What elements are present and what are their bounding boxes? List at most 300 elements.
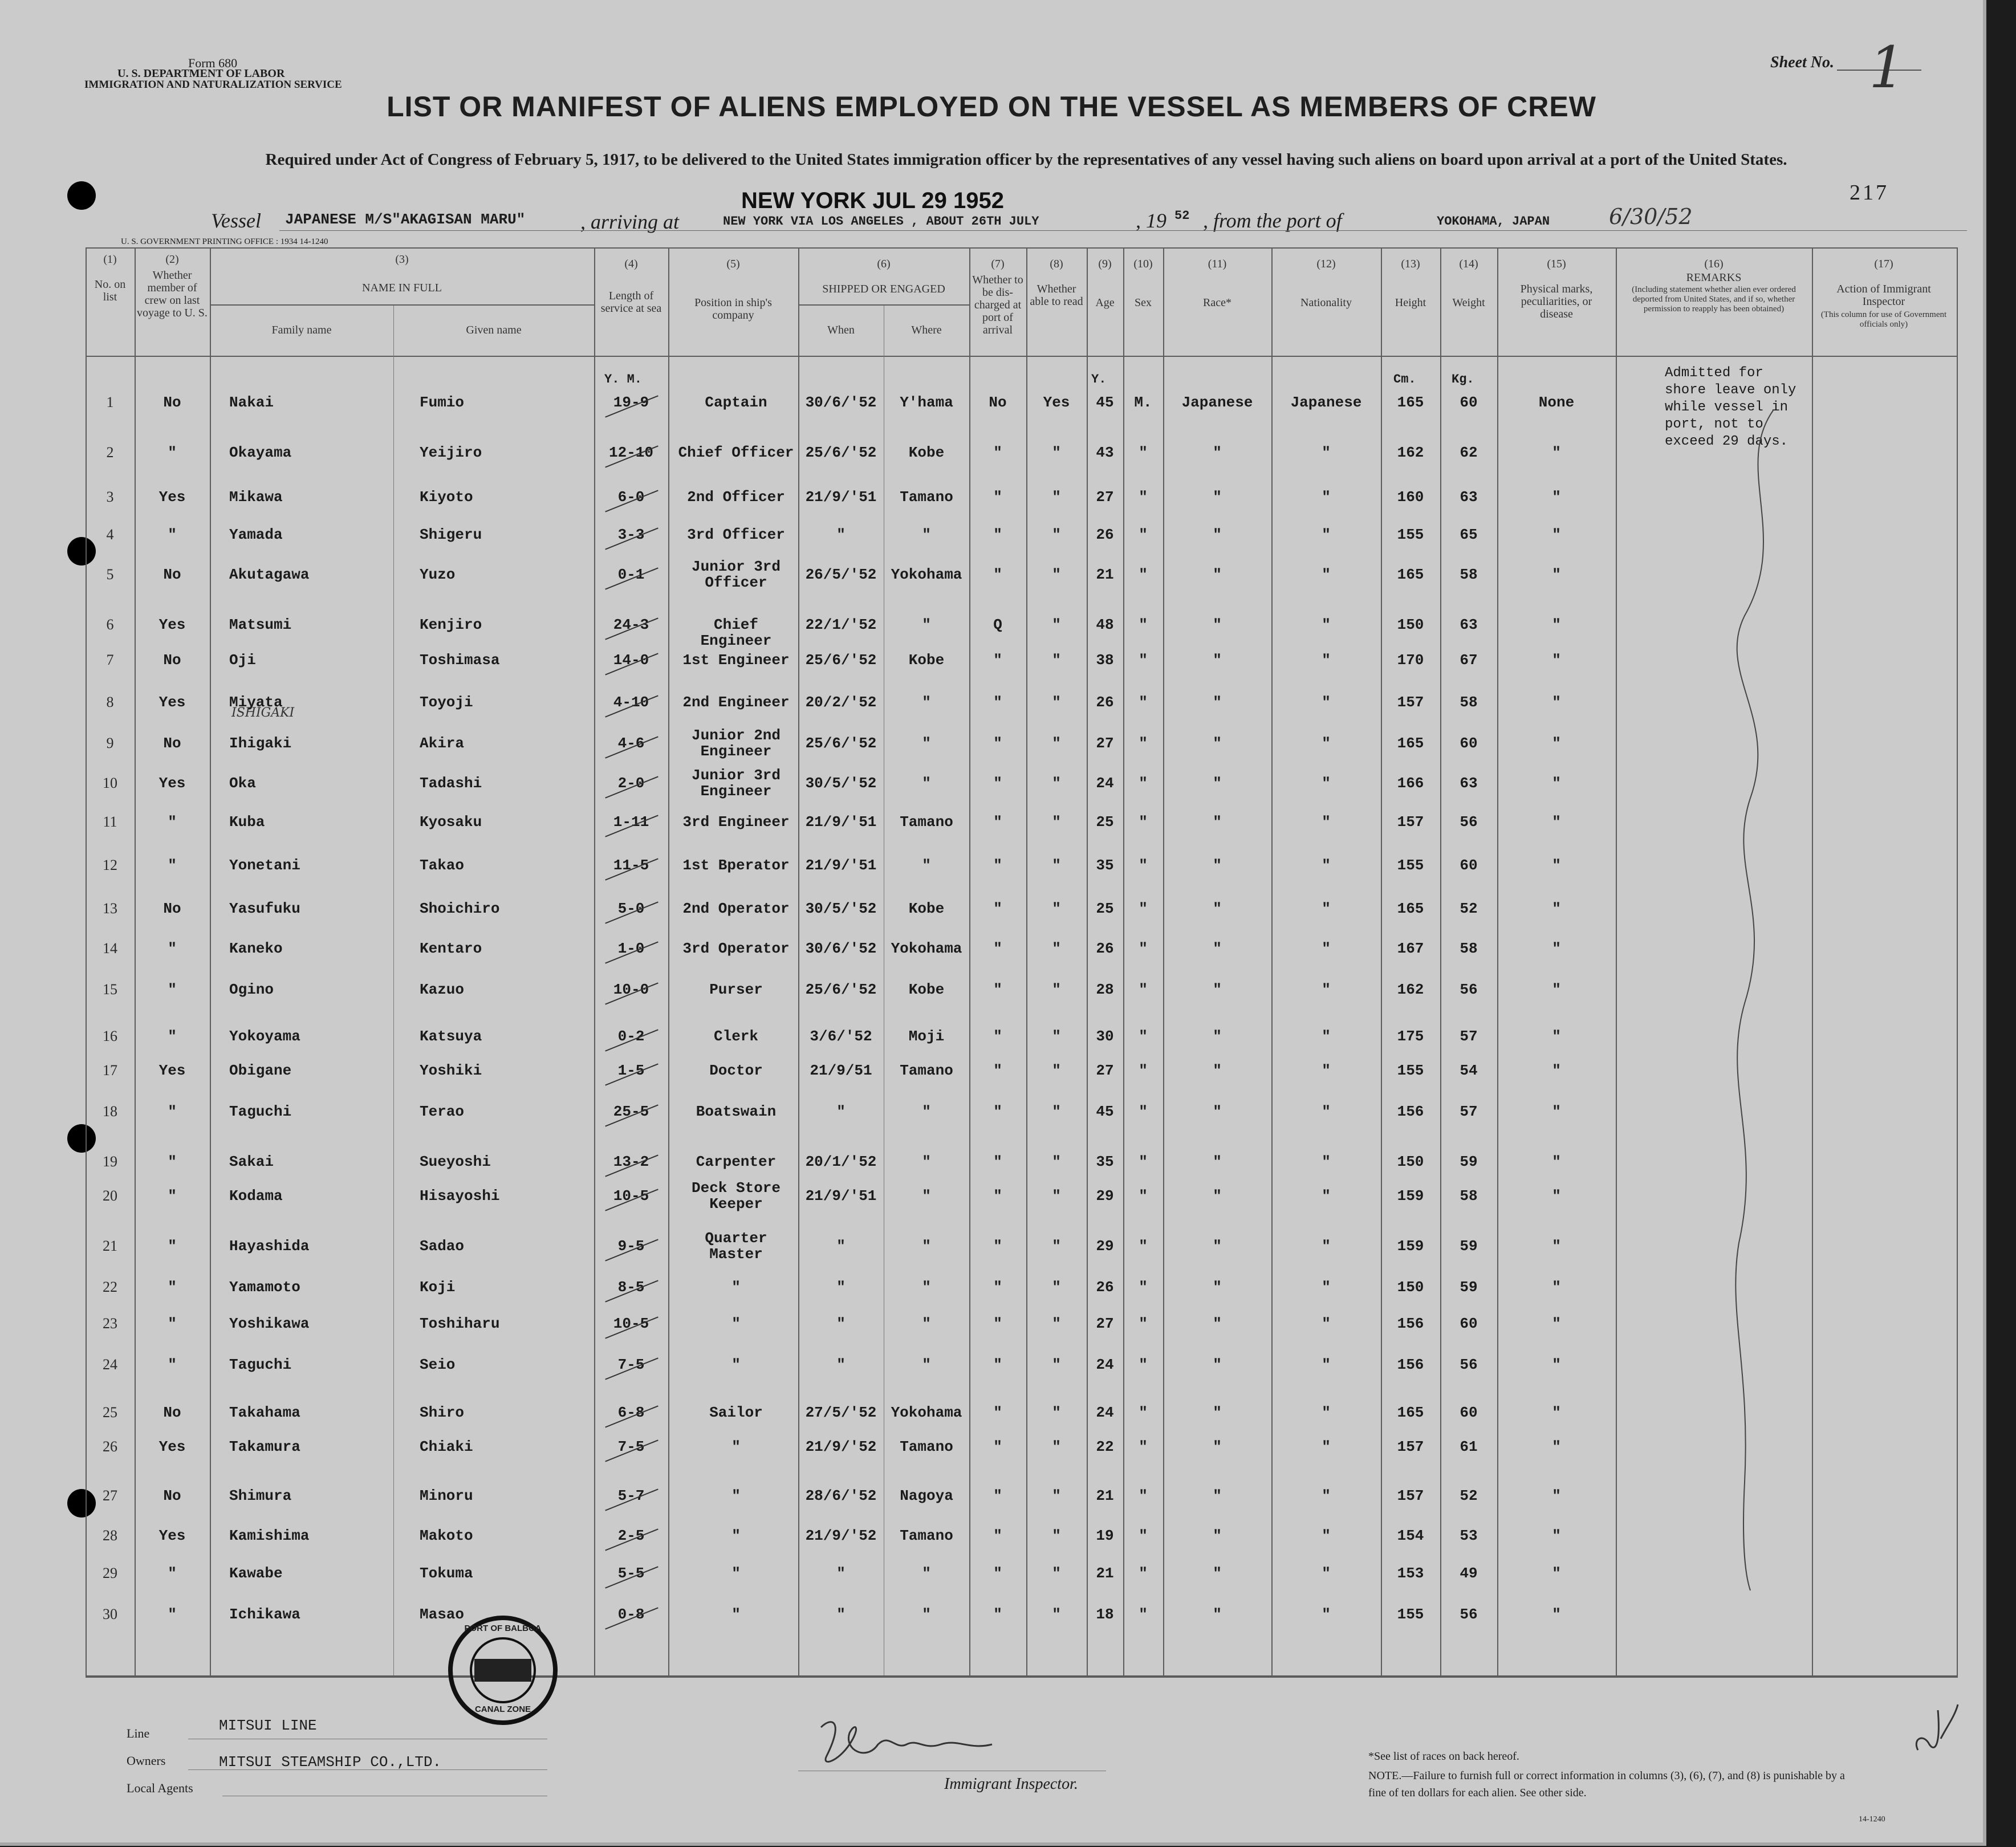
able-read-cell: "	[1052, 526, 1061, 543]
family-name-cell: Kaneko	[229, 940, 283, 957]
crew-prev-cell: No	[163, 394, 181, 411]
weight-cell: 57	[1460, 1028, 1478, 1045]
sex-cell: "	[1139, 1487, 1148, 1504]
weight-cell: 58	[1460, 1187, 1478, 1205]
nationality-cell: "	[1322, 900, 1331, 917]
row-number: 7	[106, 652, 114, 668]
crew-prev-cell: "	[168, 1279, 177, 1296]
row-number: 6	[106, 616, 114, 633]
crew-prev-cell: No	[163, 1404, 181, 1421]
weight-cell: 60	[1460, 394, 1478, 411]
row-number: 16	[103, 1028, 117, 1044]
position-cell: Carpenter	[696, 1153, 777, 1170]
row-number: 8	[106, 694, 114, 710]
col-line	[1812, 247, 1813, 1675]
crew-prev-cell: "	[168, 981, 177, 998]
header-no-on-list: No. on list	[94, 278, 126, 303]
header-age: Age	[1095, 296, 1115, 309]
able-read-cell: "	[1052, 857, 1061, 874]
service-length-cell: 3-3	[617, 526, 645, 543]
shipped-where-cell: Nagoya	[900, 1487, 953, 1504]
crew-prev-cell: "	[168, 1028, 177, 1045]
physical-marks-cell: "	[1552, 735, 1561, 752]
able-read-cell: "	[1052, 1187, 1061, 1205]
discharged-cell: "	[993, 1187, 1002, 1205]
sex-cell: "	[1139, 694, 1148, 711]
service-length-cell: 5-7	[617, 1487, 645, 1504]
nationality-cell: "	[1322, 1103, 1331, 1120]
age-cell: 29	[1096, 1187, 1114, 1205]
service-length-cell: 4-6	[617, 735, 645, 752]
col-num: (16)	[1704, 258, 1724, 270]
height-cell: 155	[1397, 1606, 1424, 1623]
row-number: 11	[103, 813, 117, 830]
age-cell: 45	[1096, 1103, 1114, 1120]
physical-marks-cell: "	[1552, 1606, 1561, 1623]
vessel-underline	[279, 230, 1967, 231]
crew-prev-cell: "	[168, 1356, 177, 1373]
family-name-cell: Kawabe	[229, 1565, 283, 1582]
height-cell: 156	[1397, 1103, 1424, 1120]
col-line	[1026, 247, 1027, 1675]
shipped-when-cell: 30/5/'52	[805, 900, 877, 917]
col-num: (13)	[1401, 258, 1420, 270]
family-name-cell: Akutagawa	[229, 566, 310, 583]
physical-marks-cell: "	[1552, 857, 1561, 874]
age-cell: 27	[1096, 1315, 1114, 1332]
position-cell: Junior 3rd Engineer	[691, 767, 781, 800]
header-able-read: Whether able to read	[1030, 283, 1083, 308]
nationality-cell: "	[1322, 616, 1331, 633]
race-cell: "	[1213, 489, 1222, 506]
shipped-when-cell: 25/6/'52	[805, 735, 877, 752]
crew-prev-cell: Yes	[158, 616, 186, 633]
header-divider	[86, 356, 1957, 357]
crew-prev-cell: "	[168, 1238, 177, 1255]
sex-cell: "	[1139, 1606, 1148, 1623]
row-number: 30	[103, 1606, 117, 1622]
col-num: (9)	[1098, 258, 1112, 270]
able-read-cell: "	[1052, 813, 1061, 831]
col-line	[135, 247, 136, 1675]
unit-weight: Kg.	[1452, 372, 1474, 387]
physical-marks-cell: "	[1552, 444, 1561, 461]
discharged-cell: "	[993, 1062, 1002, 1079]
crew-prev-cell: Yes	[158, 775, 186, 792]
shipped-where-cell: "	[922, 1315, 931, 1332]
shipped-where-cell: "	[922, 735, 931, 752]
shipped-where-cell: Yokohama	[891, 566, 962, 583]
position-cell: 1st Bperator	[682, 857, 790, 874]
discharged-cell: "	[993, 1487, 1002, 1504]
weight-cell: 59	[1460, 1238, 1478, 1255]
race-cell: "	[1213, 857, 1222, 874]
height-cell: 159	[1397, 1187, 1424, 1205]
sex-cell: "	[1139, 813, 1148, 831]
position-cell: Junior 3rd Officer	[691, 558, 781, 591]
able-read-cell: "	[1052, 694, 1061, 711]
discharged-cell: "	[993, 566, 1002, 583]
service-length-cell: 7-5	[617, 1438, 645, 1455]
weight-cell: 54	[1460, 1062, 1478, 1079]
service-length-cell: 2-5	[617, 1527, 645, 1544]
stamp-top-text: PORT OF BALBOA	[464, 1624, 542, 1633]
col-num: (14)	[1459, 258, 1478, 270]
able-read-cell: "	[1052, 1356, 1061, 1373]
nationality-cell: "	[1322, 1187, 1331, 1205]
family-name-cell: Takahama	[229, 1404, 300, 1421]
family-name-cell: Ichikawa	[229, 1606, 300, 1623]
crew-prev-cell: "	[168, 1153, 177, 1170]
able-read-cell: "	[1052, 1527, 1061, 1544]
physical-marks-cell: "	[1552, 900, 1561, 917]
agents-label: Local Agents	[127, 1781, 193, 1795]
line-value: MITSUI LINE	[219, 1717, 317, 1734]
sex-cell: "	[1139, 1527, 1148, 1544]
height-cell: 170	[1397, 652, 1424, 669]
able-read-cell: "	[1052, 775, 1061, 792]
given-name-cell: Yeijiro	[420, 444, 482, 461]
crew-prev-cell: No	[163, 735, 181, 752]
height-cell: 167	[1397, 940, 1424, 957]
given-name-cell: Koji	[420, 1279, 456, 1296]
age-cell: 48	[1096, 616, 1114, 633]
vessel-name: JAPANESE M/S"AKAGISAN MARU"	[285, 211, 526, 228]
family-name-cell: Matsumi	[229, 616, 292, 633]
position-cell: "	[731, 1279, 741, 1296]
race-cell: "	[1213, 616, 1222, 633]
height-cell: 165	[1397, 394, 1424, 411]
age-cell: 19	[1096, 1527, 1114, 1544]
col-line	[668, 247, 669, 1675]
owners-underline	[188, 1769, 547, 1770]
arriving-at: NEW YORK VIA LOS ANGELES , ABOUT 26TH JULY	[723, 214, 1039, 229]
arriving-label: , arriving at	[580, 210, 680, 233]
weight-cell: 57	[1460, 1103, 1478, 1120]
physical-marks-cell: "	[1552, 981, 1561, 998]
nationality-cell: Japanese	[1290, 394, 1362, 411]
nationality-cell: "	[1322, 444, 1331, 461]
col-num: (11)	[1208, 258, 1227, 270]
able-read-cell: "	[1052, 1606, 1061, 1623]
penalty-note: NOTE.—Failure to furnish full or correct information in columns (3), (6), (7), and (8) is punishable by a fine of ten dollars for each alien. See other side.	[1368, 1769, 1845, 1799]
family-name-cell: Yamamoto	[229, 1279, 300, 1296]
shipped-when-cell: "	[836, 1356, 846, 1373]
crew-prev-cell: "	[168, 813, 177, 831]
service-name: IMMIGRATION AND NATURALIZATION SERVICE	[84, 79, 342, 91]
crew-table-frame	[86, 247, 1958, 1678]
inspector-signature	[810, 1710, 1015, 1779]
shipped-where-cell: Kobe	[908, 444, 945, 461]
discharged-cell: "	[993, 1565, 1002, 1582]
sex-cell: M.	[1134, 394, 1152, 411]
row-number: 22	[103, 1279, 117, 1295]
able-read-cell: "	[1052, 1153, 1061, 1170]
shipped-where-cell: "	[922, 1187, 931, 1205]
race-cell: "	[1213, 775, 1222, 792]
able-read-cell: "	[1052, 735, 1061, 752]
sex-cell: "	[1139, 1153, 1148, 1170]
age-cell: 25	[1096, 900, 1114, 917]
shipped-where-cell: "	[922, 526, 931, 543]
able-read-cell: "	[1052, 652, 1061, 669]
sex-cell: "	[1139, 1028, 1148, 1045]
height-cell: 162	[1397, 444, 1424, 461]
weight-cell: 60	[1460, 1315, 1478, 1332]
nationality-cell: "	[1322, 940, 1331, 957]
position-cell: 2nd Engineer	[682, 694, 790, 711]
year: 52	[1174, 209, 1190, 223]
height-cell: 157	[1397, 813, 1424, 831]
header-height: Height	[1395, 296, 1426, 309]
shipped-when-cell: 30/6/'52	[805, 940, 877, 957]
page-title: LIST OR MANIFEST OF ALIENS EMPLOYED ON THE VESSEL AS MEMBERS OF CREW	[387, 91, 1596, 123]
weight-cell: 52	[1460, 1487, 1478, 1504]
handwritten-correction: ISHIGAKI	[231, 706, 295, 720]
discharged-cell: "	[993, 1238, 1002, 1255]
given-name-cell: Fumio	[420, 394, 465, 411]
nationality-cell: "	[1322, 735, 1331, 752]
given-name-cell: Kazuo	[420, 981, 465, 998]
row-number: 29	[103, 1565, 117, 1581]
discharged-cell: "	[993, 652, 1002, 669]
service-length-cell: 24-3	[613, 616, 649, 633]
able-read-cell: "	[1052, 1565, 1061, 1582]
header-remarks: REMARKS	[1686, 271, 1742, 284]
given-name-cell: Masao	[420, 1606, 465, 1623]
race-cell: "	[1213, 1438, 1222, 1455]
row-number: 1	[106, 394, 114, 410]
position-cell: Chief Officer	[678, 444, 794, 461]
height-cell: 153	[1397, 1565, 1424, 1582]
discharged-cell: "	[993, 1527, 1002, 1544]
physical-marks-cell: "	[1552, 940, 1561, 957]
shipped-where-cell: Tamano	[900, 813, 953, 831]
shipped-when-cell: 26/5/'52	[805, 566, 877, 583]
shipped-when-cell: 21/9/'51	[805, 813, 877, 831]
given-name-cell: Hisayoshi	[420, 1187, 500, 1205]
service-length-cell: 10-5	[613, 1187, 649, 1205]
service-length-cell: 2-0	[617, 775, 645, 792]
race-cell: "	[1213, 1238, 1222, 1255]
service-length-cell: 1-5	[617, 1062, 645, 1079]
weight-cell: 63	[1460, 489, 1478, 506]
crew-prev-cell: "	[168, 857, 177, 874]
remarks-arrow-line	[1710, 399, 1802, 1596]
shipped-when-cell: 22/1/'52	[805, 616, 877, 633]
weight-cell: 58	[1460, 566, 1478, 583]
service-length-cell: 13-2	[613, 1153, 649, 1170]
nationality-cell: "	[1322, 1565, 1331, 1582]
sex-cell: "	[1139, 1187, 1148, 1205]
sex-cell: "	[1139, 566, 1148, 583]
footer-code: 14-1240	[1859, 1815, 1885, 1824]
shipped-where-cell: Tamano	[900, 1527, 953, 1544]
physical-marks-cell: None	[1538, 394, 1575, 411]
position-cell: Chief Engineer	[700, 616, 772, 649]
family-name-cell: Takamura	[229, 1438, 300, 1455]
physical-marks-cell: "	[1552, 1062, 1561, 1079]
age-cell: 35	[1096, 857, 1114, 874]
shipped-where-cell: "	[922, 694, 931, 711]
given-name-cell: Takao	[420, 857, 465, 874]
shipped-when-cell: 20/2/'52	[805, 694, 877, 711]
family-name-cell: Kodama	[229, 1187, 283, 1205]
nationality-cell: "	[1322, 857, 1331, 874]
row-number: 17	[103, 1062, 117, 1079]
crew-prev-cell: "	[168, 444, 177, 461]
crew-prev-cell: "	[168, 1565, 177, 1582]
physical-marks-cell: "	[1552, 1028, 1561, 1045]
race-cell: "	[1213, 981, 1222, 998]
corner-mark	[1907, 1699, 1964, 1761]
able-read-cell: "	[1052, 1279, 1061, 1296]
given-name-cell: Kyosaku	[420, 813, 482, 831]
shipped-when-cell: 28/6/'52	[805, 1487, 877, 1504]
service-length-cell: 25-5	[613, 1103, 649, 1120]
col-line	[1381, 247, 1382, 1675]
shipped-when-cell: 20/1/'52	[805, 1153, 877, 1170]
able-read-cell: "	[1052, 1238, 1061, 1255]
row-number: 27	[103, 1487, 117, 1504]
family-name-cell: Oka	[229, 775, 256, 792]
able-read-cell: "	[1052, 1315, 1061, 1332]
age-cell: 38	[1096, 652, 1114, 669]
age-cell: 24	[1096, 1404, 1114, 1421]
physical-marks-cell: "	[1552, 652, 1561, 669]
nationality-cell: "	[1322, 1487, 1331, 1504]
position-cell: Clerk	[713, 1028, 758, 1045]
height-cell: 156	[1397, 1315, 1424, 1332]
from-port: YOKOHAMA, JAPAN	[1437, 214, 1550, 229]
race-cell: Japanese	[1181, 394, 1253, 411]
service-length-cell: 5-0	[617, 900, 645, 917]
nationality-cell: "	[1322, 489, 1331, 506]
position-cell: 3rd Engineer	[682, 813, 790, 831]
race-cell: "	[1213, 1153, 1222, 1170]
service-length-cell: 6-8	[617, 1404, 645, 1421]
crew-prev-cell: "	[168, 1606, 177, 1623]
row-number: 2	[106, 444, 114, 461]
shipped-where-cell: Tamano	[900, 1438, 953, 1455]
height-cell: 165	[1397, 735, 1424, 752]
weight-cell: 61	[1460, 1438, 1478, 1455]
height-cell: 165	[1397, 900, 1424, 917]
service-length-cell: 19-9	[613, 394, 649, 411]
row-number: 23	[103, 1315, 117, 1332]
crew-prev-cell: No	[163, 900, 181, 917]
age-cell: 24	[1096, 775, 1114, 792]
shipped-where-cell: "	[922, 857, 931, 874]
able-read-cell: "	[1052, 566, 1061, 583]
race-cell: "	[1213, 444, 1222, 461]
height-cell: 155	[1397, 526, 1424, 543]
col-line	[1497, 247, 1498, 1675]
position-cell: Captain	[705, 394, 767, 411]
weight-cell: 58	[1460, 694, 1478, 711]
crew-prev-cell: "	[168, 1187, 177, 1205]
family-name-cell: Nakai	[229, 394, 274, 411]
position-cell: 2nd Officer	[687, 489, 785, 506]
nationality-cell: "	[1322, 1438, 1331, 1455]
col-line	[1123, 247, 1124, 1675]
remarks-text: Admitted for shore leave only while vessel in port, not to exceed 29 days.	[1665, 365, 1796, 449]
line-label: Line	[127, 1726, 150, 1740]
age-cell: 35	[1096, 1153, 1114, 1170]
family-name-cell: Obigane	[229, 1062, 292, 1079]
height-cell: 150	[1397, 616, 1424, 633]
sex-cell: "	[1139, 1103, 1148, 1120]
service-length-cell: 1-11	[613, 813, 649, 831]
shipped-where-cell: Kobe	[908, 900, 945, 917]
nationality-cell: "	[1322, 981, 1331, 998]
shipped-when-cell: 21/9/51	[810, 1062, 872, 1079]
header-weight: Weight	[1452, 296, 1485, 309]
discharged-cell: "	[993, 1315, 1002, 1332]
able-read-cell: "	[1052, 1062, 1061, 1079]
able-read-cell: "	[1052, 489, 1061, 506]
shipped-where-cell: "	[922, 616, 931, 633]
row-number: 4	[106, 526, 114, 543]
able-read-cell: "	[1052, 981, 1061, 998]
physical-marks-cell: "	[1552, 1279, 1561, 1296]
crew-prev-cell: "	[168, 526, 177, 543]
crew-prev-cell: No	[163, 1487, 181, 1504]
family-name-cell: Sakai	[229, 1153, 274, 1170]
service-length-cell: 6-0	[617, 489, 645, 506]
discharged-cell: "	[993, 1028, 1002, 1045]
able-read-cell: "	[1052, 1028, 1061, 1045]
discharged-cell: "	[993, 489, 1002, 506]
shipped-where-cell: "	[922, 1356, 931, 1373]
col-num: (5)	[726, 258, 740, 270]
discharged-cell: "	[993, 1279, 1002, 1296]
col-num: (17)	[1874, 258, 1893, 270]
race-cell: "	[1213, 940, 1222, 957]
height-cell: 156	[1397, 1356, 1424, 1373]
race-cell: "	[1213, 1062, 1222, 1079]
race-cell: "	[1213, 1487, 1222, 1504]
header-nationality: Nationality	[1300, 296, 1352, 309]
sex-cell: "	[1139, 940, 1148, 957]
physical-marks-cell: "	[1552, 526, 1561, 543]
weight-cell: 59	[1460, 1153, 1478, 1170]
department-name: U. S. DEPARTMENT OF LABOR	[117, 67, 285, 80]
physical-marks-cell: "	[1552, 1404, 1561, 1421]
physical-marks-cell: "	[1552, 775, 1561, 792]
discharged-cell: "	[993, 813, 1002, 831]
unit-height: Cm.	[1393, 372, 1416, 387]
weight-cell: 63	[1460, 775, 1478, 792]
nationality-cell: "	[1322, 1527, 1331, 1544]
header-crew-prev: Whether member of crew on last voyage to U. S.	[137, 269, 208, 319]
inspector-label: Immigrant Inspector.	[944, 1775, 1078, 1793]
weight-cell: 56	[1460, 1356, 1478, 1373]
row-number: 19	[103, 1153, 117, 1170]
col-line	[1440, 247, 1441, 1675]
family-name-cell: Yoshikawa	[229, 1315, 310, 1332]
nationality-cell: "	[1322, 652, 1331, 669]
service-length-cell: 0-1	[617, 566, 645, 583]
weight-cell: 65	[1460, 526, 1478, 543]
sheet-label: Sheet No.	[1770, 54, 1834, 71]
physical-marks-cell: "	[1552, 1565, 1561, 1582]
race-cell: "	[1213, 900, 1222, 917]
family-name-cell: Taguchi	[229, 1103, 292, 1120]
discharged-cell: "	[993, 1103, 1002, 1120]
race-cell: "	[1213, 1606, 1222, 1623]
col-line	[594, 247, 595, 1675]
